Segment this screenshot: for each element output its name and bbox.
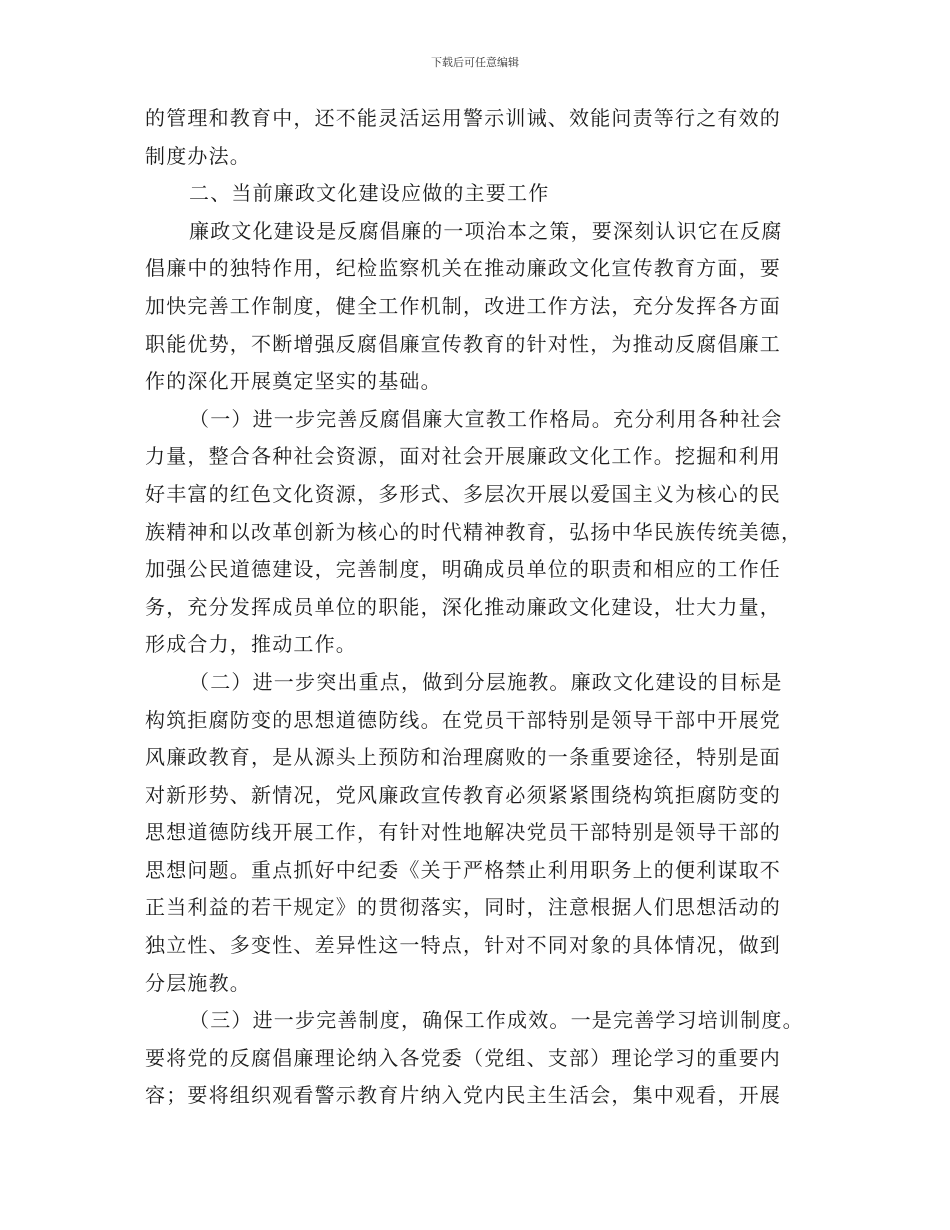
document-body xyxy=(145,100,825,1115)
text-line: 要将党的反腐倡廉理论纳入各党委（党组、支部）理论学习的重要内 xyxy=(145,1045,781,1070)
text-line: 思想道德防线开展工作，有针对性地解决党员干部特别是领导干部的 xyxy=(145,820,781,845)
text-line: 二、当前廉政文化建设应做的主要工作 xyxy=(189,181,550,206)
text-line: 族精神和以改革创新为核心的时代精神教育，弘扬中华民族传统美德， xyxy=(145,519,803,544)
text-line: 力量，整合各种社会资源，面对社会开展廉政文化工作。挖掘和利用 xyxy=(145,444,781,469)
text-line: 加快完善工作制度，健全工作机制，改进工作方法，充分发挥各方面 xyxy=(145,293,781,318)
text-line: 风廉政教育，是从源头上预防和治理腐败的一条重要途径，特别是面 xyxy=(145,745,781,770)
text-line: 的管理和教育中，还不能灵活运用警示训诫、效能问责等行之有效的 xyxy=(145,106,781,130)
text-line: 制度办法。 xyxy=(145,143,251,168)
text-line: （三）进一步完善制度，确保工作成效。一是完善学习培训制度。 xyxy=(189,1008,804,1033)
text-line: 容；要将组织观看警示教育片纳入党内民主生活会，集中观看，开展 xyxy=(145,1083,781,1108)
text-line: 廉政文化建设是反腐倡廉的一项治本之策，要深刻认识它在反腐 xyxy=(189,218,783,243)
text-line: 好丰富的红色文化资源，多形式、多层次开展以爱国主义为核心的民 xyxy=(145,481,781,506)
page-header-note: 下载后可任意编辑 xyxy=(431,56,519,69)
text-line: 务，充分发挥成员单位的职能，深化推动廉政文化建设，壮大力量， xyxy=(145,594,781,619)
text-line: 构筑拒腐防变的思想道德防线。在党员干部特别是领导干部中开展党 xyxy=(145,707,781,732)
text-line: 对新形势、新情况，党风廉政宣传教育必须紧紧围绕构筑拒腐防变的 xyxy=(145,782,781,807)
text-line: 倡廉中的独特作用，纪检监察机关在推动廉政文化宣传教育方面，要 xyxy=(145,256,781,281)
text-line: （二）进一步突出重点，做到分层施教。廉政文化建设的目标是 xyxy=(189,669,783,694)
text-line: 独立性、多变性、差异性这一特点，针对不同对象的具体情况，做到 xyxy=(145,933,781,958)
text-line: 加强公民道德建设，完善制度，明确成员单位的职责和相应的工作任 xyxy=(145,557,781,582)
text-line: （一）进一步完善反腐倡廉大宣教工作格局。充分利用各种社会 xyxy=(189,406,783,431)
text-line: 职能优势，不断增强反腐倡廉宣传教育的针对性，为推动反腐倡廉工 xyxy=(145,331,781,356)
text-line: 分层施教。 xyxy=(145,970,251,995)
text-line: 正当利益的若干规定》的贯彻落实，同时，注意根据人们思想活动的 xyxy=(145,895,781,920)
text-line: 作的深化开展奠定坚实的基础。 xyxy=(145,369,442,394)
text-line: 思想问题。重点抓好中纪委《关于严格禁止利用职务上的便利谋取不 xyxy=(145,857,781,882)
text-line: 形成合力，推动工作。 xyxy=(145,632,357,657)
